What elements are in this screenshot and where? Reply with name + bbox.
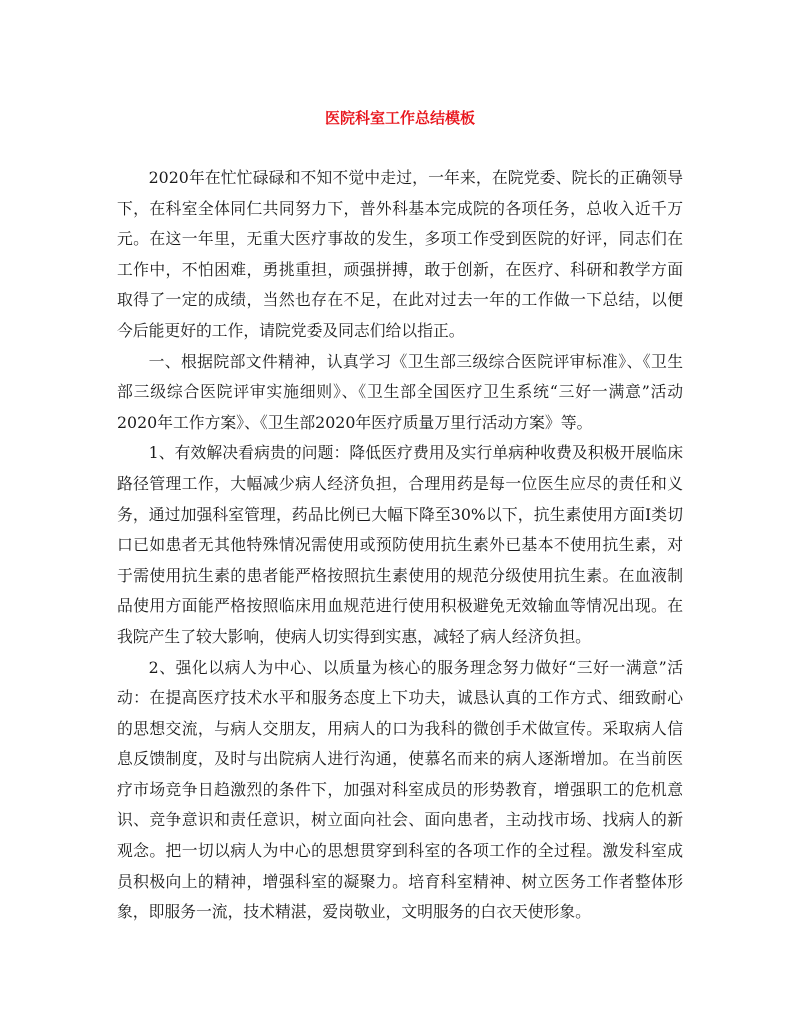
paragraph-item-1: 1、有效解决看病贵的问题：降低医疗费用及实行单病种收费及积极开展临床路径管理工作，大幅减少病人经济负担，合理用药是每一位医生应尽的责任和义务，通过加强科室管理，药品比例已大幅下降至30%以下，抗生素使用方面I类切口已如患者无其他特殊情况需使用或预防使用抗生素外已基本不使用抗生素，对于需使用抗生素的患者能严格按照抗生素使用的规范分级使用抗生素。在血液制品使用方面能严格按照临床用血规范进行使用积极避免无效输血等情况出现。在我院产生了较大影响，使病人切实得到实惠，减轻了病人经济负担。 — [117, 443, 683, 646]
document-body — [117, 163, 683, 928]
paragraph-section-1: 一、根据院部文件精神，认真学习《卫生部三级综合医院评审标准》、《卫生部三级综合医院评审实施细则》、《卫生部全国医疗卫生系统“三好一满意”活动2020年工作方案》、《卫生部2020年医疗质量万里行活动方案》等。 — [117, 351, 683, 432]
paragraph-intro: 2020年在忙忙碌碌和不知不觉中走过，一年来，在院党委、院长的正确领导下，在科室全体同仁共同努力下，普外科基本完成院的各项任务，总收入近千万元。在这一年里，无重大医疗事故的发生，多项工作受到医院的好评，同志们在工作中，不怕困难，勇挑重担，顽强拼搏，敢于创新，在医疗、科研和教学方面取得了一定的成绩，当然也存在不足，在此对过去一年的工作做一下总结，以便今后能更好的工作，请院党委及同志们给以指正。 — [117, 168, 683, 340]
document-title: 医院科室工作总结模板 — [324, 109, 475, 127]
paragraph-item-2: 2、强化以病人为中心、以质量为核心的服务理念努力做好“三好一满意”活动：在提高医疗技术水平和服务态度上下功夫，诚恳认真的工作方式、细致耐心的思想交流，与病人交朋友，用病人的口为我科的微创手术做宣传。采取病人信息反馈制度，及时与出院病人进行沟通，使慕名而来的病人逐渐增加。在当前医疗市场竞争日趋激烈的条件下，加强对科室成员的形势教育，增强职工的危机意识、竞争意识和责任意识，树立面向社会、面向患者，主动找市场、找病人的新观念。把一切以病人为中心的思想贯穿到科室的各项工作的全过程。激发科室成员积极向上的精神，增强科室的凝聚力。培育科室精神、树立医务工作者整体形象，即服务一流，技术精湛，爱岗敬业，文明服务的白衣天使形象。 — [117, 657, 683, 922]
